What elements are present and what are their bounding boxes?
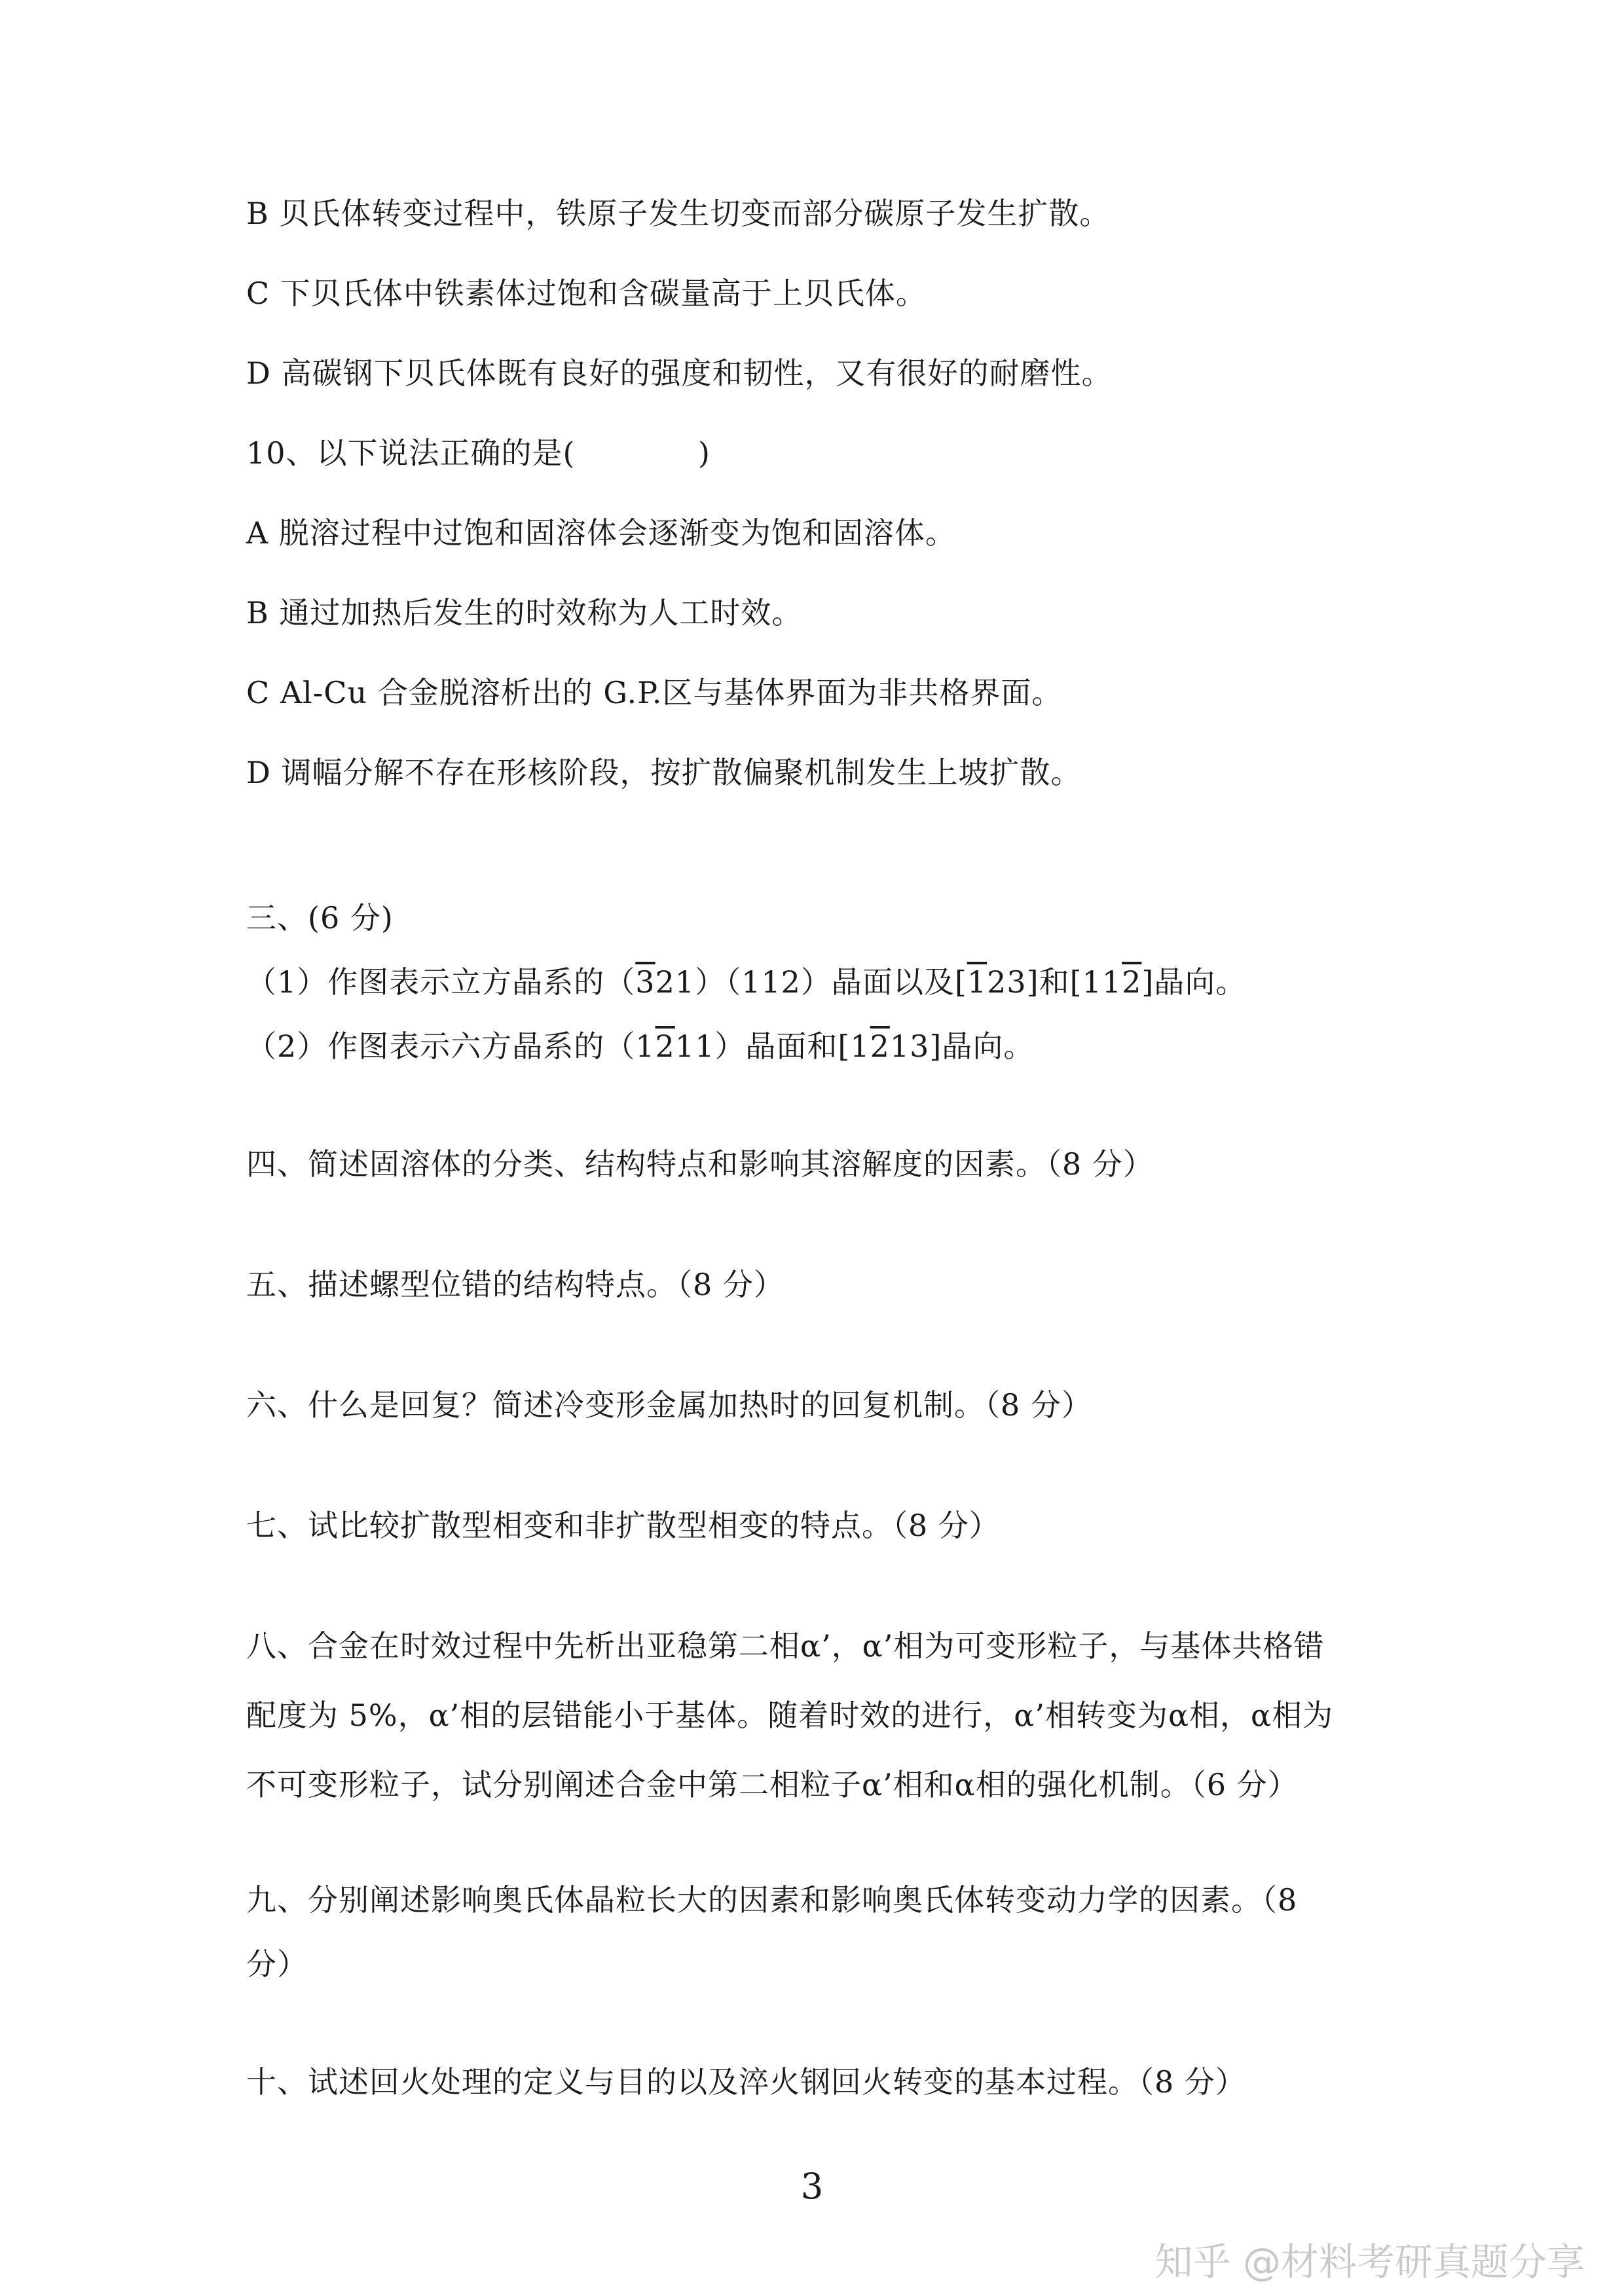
overbar-digit: 1 — [967, 964, 987, 1000]
section8-line1: 八、合金在时效过程中先析出亚稳第二相α’，α’相为可变形粒子，与基体共格错 — [246, 1628, 1325, 1664]
text-segment: 13]晶向。 — [889, 1029, 1035, 1064]
q10-option-a: A 脱溶过程中过饱和固溶体会逐渐变为饱和固溶体。 — [246, 515, 956, 551]
section6-question: 六、什么是回复？简述冷变形金属加热时的回复机制。（8 分） — [246, 1387, 1092, 1423]
q9-option-c: C 下贝氏体中铁素体过饱和含碳量高于上贝氏体。 — [246, 276, 927, 311]
section3-item1 — [246, 962, 1246, 1002]
q10-stem: 10、以下说法正确的是( ) — [246, 435, 710, 471]
section9-line1: 九、分别阐述影响奥氏体晶粒长大的因素和影响奥氏体转变动力学的因素。（8 — [246, 1882, 1298, 1918]
overbar-digit: 2 — [655, 1029, 675, 1064]
section10-question: 十、试述回火处理的定义与目的以及淬火钢回火转变的基本过程。（8 分） — [246, 2064, 1246, 2100]
section3-item2 — [246, 1027, 1034, 1066]
q9-option-b: B 贝氏体转变过程中，铁原子发生切变而部分碳原子发生扩散。 — [246, 196, 1111, 231]
q10-option-d: D 调幅分解不存在形核阶段，按扩散偏聚机制发生上坡扩散。 — [246, 755, 1082, 790]
q10-option-b: B 通过加热后发生的时效称为人工时效。 — [246, 595, 803, 630]
overbar-digit: 2 — [1122, 964, 1142, 1000]
section5-question: 五、描述螺型位错的结构特点。（8 分） — [246, 1267, 784, 1302]
watermark: 知乎 @材料考研真题分享 — [1154, 2240, 1585, 2284]
q10-option-c: C Al-Cu 合金脱溶析出的 G.P.区与基体界面为非共格界面。 — [246, 675, 1063, 710]
section8-line2: 配度为 5%，α’相的层错能小于基体。随着时效的进行，α’相转变为α相，α相为 — [246, 1698, 1334, 1733]
text-segment: 21）（112）晶面以及[ — [655, 964, 967, 1000]
section3-title: 三、(6 分) — [246, 900, 394, 936]
overbar-digit: 2 — [870, 1029, 890, 1064]
page-number: 3 — [800, 2166, 824, 2207]
section9-line2: 分） — [246, 1946, 308, 1982]
section8-line3: 不可变形粒子，试分别阐述合金中第二相粒子α’相和α相的强化机制。（6 分） — [246, 1767, 1299, 1802]
text-segment: ]晶向。 — [1141, 964, 1247, 1000]
text-segment: （1）作图表示立方晶系的（ — [246, 964, 636, 1000]
text-segment: 23]和[11 — [987, 964, 1122, 1000]
section4-question: 四、简述固溶体的分类、结构特点和影响其溶解度的因素。（8 分） — [246, 1146, 1154, 1182]
section7-question: 七、试比较扩散型相变和非扩散型相变的特点。（8 分） — [246, 1508, 1000, 1543]
text-segment: （2）作图表示六方晶系的（1 — [246, 1029, 655, 1064]
text-segment: 11）晶面和[1 — [674, 1029, 870, 1064]
q9-option-d: D 高碳钢下贝氏体既有良好的强度和韧性，又有很好的耐磨性。 — [246, 355, 1113, 391]
overbar-digit: 3 — [635, 964, 655, 1000]
